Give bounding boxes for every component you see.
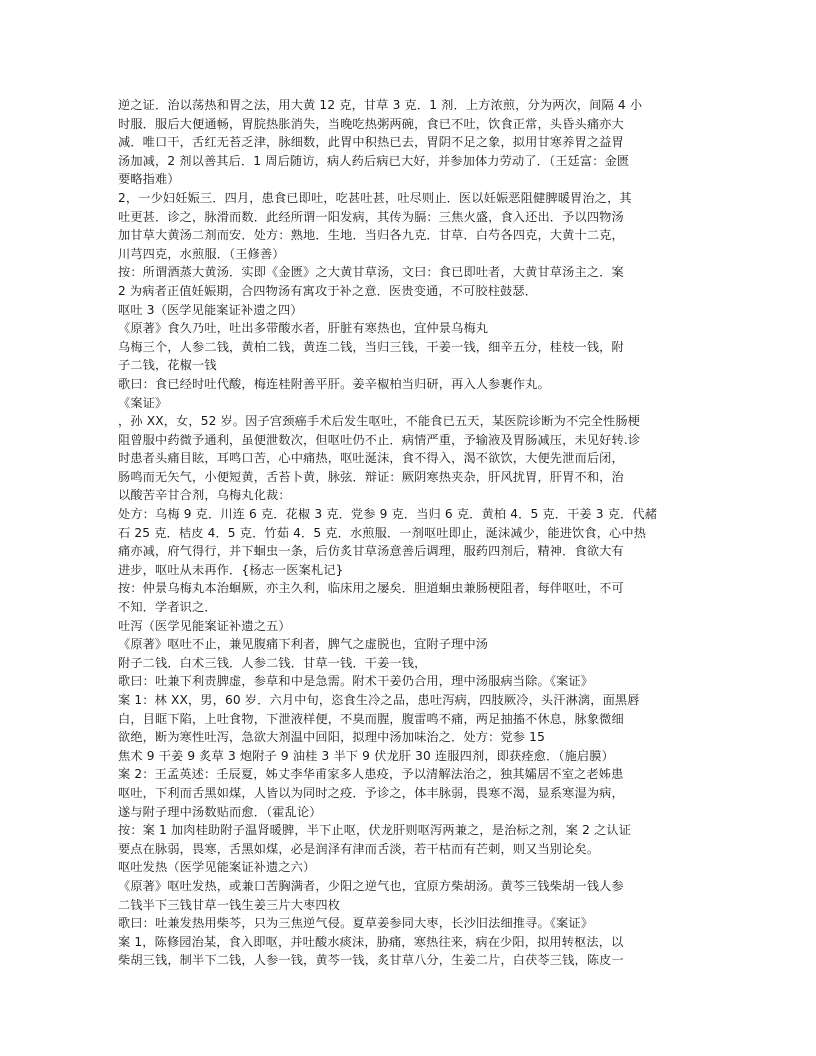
text-line: 《原著》呕吐发热，或兼口苦胸满者，少阳之逆气也，宜原方柴胡汤。黄芩三钱柴胡一钱人参 (118, 878, 624, 893)
text-line: 加甘草大黄汤二剂而安．处方：熟地．生地．当归各九克．甘草．白芍各四克，大黄十二克， (118, 228, 624, 243)
text-line: 歌曰：吐兼下利责脾虚，参草和中是急需。附术干姜仍合用，理中汤服病当除。《案证》 (118, 674, 594, 689)
text-line: 按：案 1 加肉桂助附子温肾暖脾，半下止呕，伏龙肝则呕泻两兼之，是治标之剂，案 2 之认证 (118, 823, 632, 838)
text-line: 呕吐，下利而舌黑如煤，人皆以为同时之疫．予诊之，体丰脉弱，畏寒不渴，显系寒湿为病， (118, 785, 624, 800)
text-line: 阻曾服中药微予通利，虽便泄数次，但呕吐仍不止．病情严重，予输液及胃肠减压，未见好转.诊 (118, 432, 641, 447)
text-line: 吐泻（医学见能案证补遗之五） (118, 618, 291, 633)
text-line: 二钱半下三钱甘草一钱生姜三片大枣四枚 (118, 897, 341, 912)
text-line: 减．唯口干，舌红无苔乏津，脉细数，此胃中积热已去，胃阴不足之象，拟用甘寒养胃之益胃 (118, 135, 624, 150)
text-line: 按：仲景乌梅丸本治蛔厥，亦主久利，临床用之屡矣．胆道蛔虫兼肠梗阻者，每伴呕吐，不可 (118, 581, 624, 596)
text-line: 焦术 9 干姜 9 炙草 3 炮附子 9 油桂 3 半下 9 伏龙肝 30 连服四剂，即获痊愈．（施启膜） (118, 748, 614, 763)
text-line: 歌曰：吐兼发热用柴芩，只为三焦逆气侵。夏草姜参同大枣，长沙旧法细推寻。《案证》 (118, 916, 594, 931)
document-body (118, 96, 708, 970)
text-line: 案 1：林 XX，男，60 岁．六月中旬，恣食生冷之品，患吐泻病，四肢厥冷，头汗淋漓，面黑唇 (118, 693, 640, 707)
text-line: 以酸苦辛甘合剂，乌梅丸化裁： (118, 488, 291, 503)
text-line: 乌梅三个，人参二钱，黄柏二钱，黄连二钱，当归三钱，干姜一钱，细辛五分，桂枝一钱，附 (118, 339, 624, 354)
text-line: 痛亦减，府气得行，并下蛔虫一条，后仿炙甘草汤意善后调理，服药四剂后，精神．食欲大有 (118, 544, 624, 559)
text-line: 呕吐发热（医学见能案证补遗之六） (118, 860, 316, 875)
text-line: 案 1，陈修园治某，食入即呕，并吐酸水痰沫，胁痛，寒热往来，病在少阳，拟用转枢法，以 (118, 934, 624, 949)
text-line: 时服．服后大便通畅，胃脘热胀消失，当晚吃热粥两碗，食已不吐，饮食正常，头昏头痛亦大 (118, 116, 624, 131)
text-line: 歌曰：食已经时吐代酸，梅连桂附善平肝。姜辛椒柏当归研，再入人参裹作丸。 (118, 376, 550, 391)
text-line: 《原著》呕吐不止，兼见腹痛下利者，脾气之虚脱也，宜附子理中汤 (118, 637, 489, 652)
text-line: 遂与附子理中汤数贴而愈．（霍乱论） (118, 804, 322, 819)
text-line: 时患者头痛目眩，耳鸣口苦，心中痛热，呕吐涎沫，食不得入，渴不欲饮，大便先泄而后闭， (118, 451, 624, 466)
text-line: 柴胡三钱，制半下二钱，人参一钱，黄芩一钱，炙甘草八分，生姜二片，白茯苓三钱，陈皮一 (118, 953, 624, 968)
text-line: 《案证》 (118, 395, 168, 410)
text-line: 子二钱，花椒一钱 (118, 358, 217, 373)
text-line: 肠鸣而无矢气，小便短黄，舌苔卜黄，脉弦．辩证：厥阴寒热夹杂，肝风扰胃，肝胃不和，治 (118, 469, 624, 484)
text-line: 欲绝，断为寒性吐泻，急欲大剂温中回阳，拟理中汤加味治之．处方：党参 15 (118, 730, 545, 745)
text-line: 按：所谓酒蒸大黄汤．实即《金匮》之大黄甘草汤，文曰：食已即吐者，大黄甘草汤主之．案 (118, 265, 624, 280)
text-line: 呕吐 3（医学见能案证补遗之四） (118, 302, 303, 317)
text-line: 川芎四克，水煎服．（王修善） (118, 246, 285, 261)
text-line: 2，一少妇妊娠三．四月，患食已即吐，吃甚吐甚，吐尽则止．医以妊娠恶阻健脾暖胃治之，其 (118, 190, 632, 205)
text-line: ，孙 XX，女，52 岁。因子宫颈癌手术后发生呕吐，不能食已五天，某医院诊断为不完全性肠梗 (118, 414, 641, 429)
text-line: 要点在脉弱，畏寒，舌黑如煤，必是润泽有津而舌淡，若干枯而有芒刺，则又当别论矣。 (118, 841, 600, 856)
text-line: 案 2：王孟英述：壬辰夏，姊丈李华甫家多人患疫，予以清解法治之，独其孀居不室之老姊患 (118, 767, 624, 782)
text-line: 逆之证．治以荡热和胃之法，用大黄 12 克，甘草 3 克．1 剂．上方浓煎，分为两次，间隔 4 小 (118, 98, 643, 112)
text-line: 汤加减，2 剂以善其后．1 周后随访，病人药后病已大好，并参加体力劳动了．（王廷富：金匮 (118, 153, 630, 168)
text-line: 进步，呕吐从未再作．{杨志一医案札记} (118, 562, 344, 577)
text-line: 不知．学者识之． (118, 600, 217, 615)
text-line: 附子二钱．白术三钱．人参二钱．甘草一钱．干姜一钱， (118, 655, 427, 670)
text-line: 要略指难） (118, 172, 180, 187)
text-line: 吐更甚．诊之，脉滑而数．此经所谓一阳发病，其传为膈：三焦火盛，食入还出．予以四物汤 (118, 209, 624, 224)
text-line: 处方：乌梅 9 克．川连 6 克．花椒 3 克．党参 9 克．当归 6 克．黄柏 4．5 克．干姜 3 克．代赭 (118, 507, 658, 522)
text-line: 石 25 克．桔皮 4．5 克．竹茹 4．5 克．水煎服．一剂呕吐即止，涎沫减少，能进饮食，心中热 (118, 525, 647, 540)
text-line: 2 为病者正值妊娠期，合四物汤有寓攻于补之意．医贵变通，不可胶柱鼓瑟． (118, 283, 538, 298)
text-line: 《原著》食久乃吐，吐出多带酸水者，肝脏有寒热也，宜仲景乌梅丸 (118, 321, 489, 336)
text-line: 白，目眶下陷，上吐食物，下泄液样便，不臭而腥，腹雷鸣不痛，两足抽搐不休息，脉象微细 (118, 711, 624, 726)
